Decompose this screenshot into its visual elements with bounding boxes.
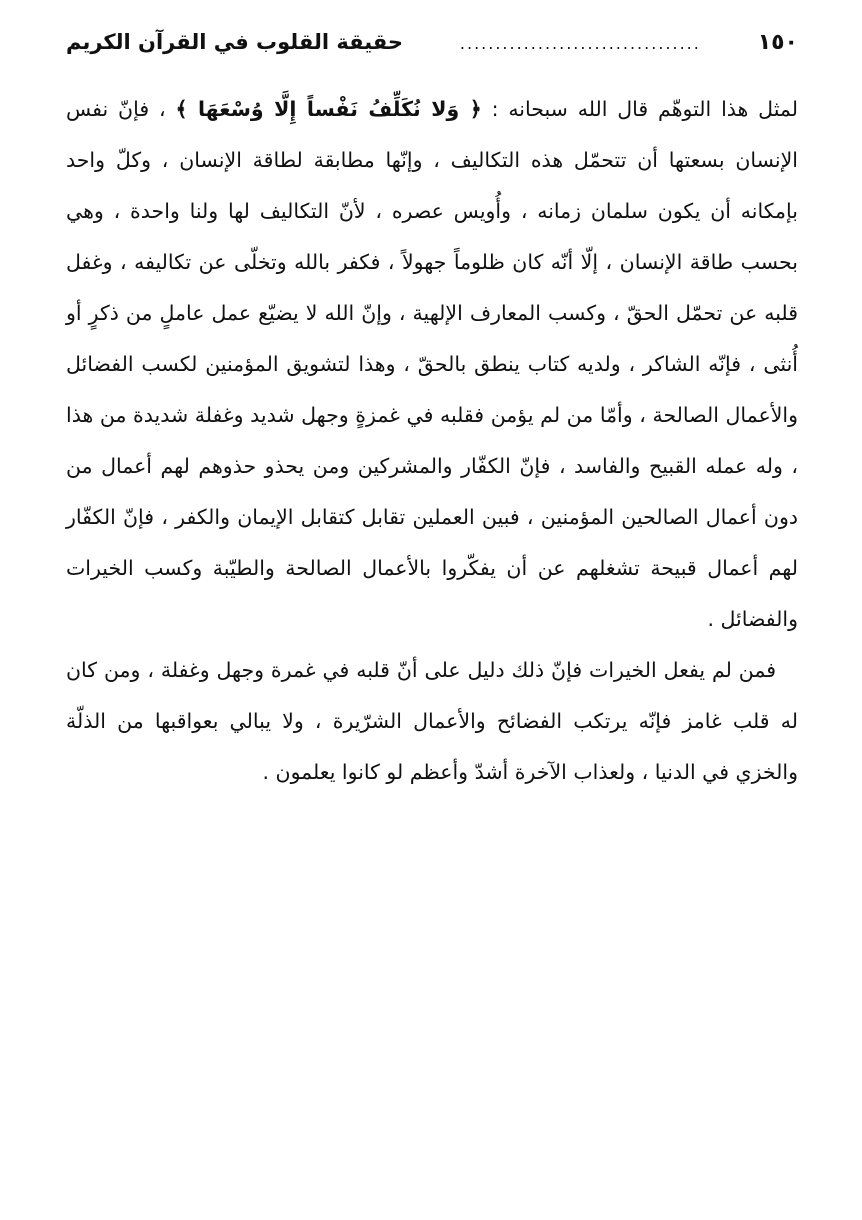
page-header — [66, 30, 798, 84]
paragraph-1 — [66, 84, 798, 645]
paragraph-2: فمن لم يفعل الخيرات فإنّ ذلك دليل على أنّ قلبه في غمرة وجهل وغفلة ، ومن كان له قلب غامز فإنّه يرتكب الفضائح والأعمال الشرّيرة ، ولا يبالي بعواقبها من الذلّة والخزي في الدنيا ، ولعذاب الآخرة أشدّ وأعظم لو كانوا يعلمون . — [66, 658, 798, 784]
paragraph-1-body: ، فإنّ نفس الإنسان بسعتها أن تتحمّل هذه التكاليف ، وإنّها مطابقة لطاقة الإنسان ، وكلّ واحد بإمكانه أن يكون سلمان زمانه ، وأُويس عصره ، لأنّ التكاليف لها ولنا واحدة ، وهي بحسب طاقة الإنسان ، إلّا أنّه كان ظلوماً جهولاً ، فكفر بالله وتخلّى عن تكاليفه ، وغفل قلبه عن تحمّل الحقّ ، وكسب المعارف الإلهية ، وإنّ الله لا يضيّع عمل عاملٍ من ذكرٍ أو أُنثى ، فإنّه الشاكر ، ولديه كتاب ينطق بالحقّ ، وهذا لتشويق المؤمنين لكسب الفضائل والأعمال الصالحة ، وأمّا من لم يؤمن فقلبه في غمزةٍ وجهل شديد وغفلة شديدة من هذا ، وله عمله القبيح والفاسد ، فإنّ الكفّار والمشركين ومن يحذو حذوهم لهم أعمال من دون أعمال الصالحين المؤمنين ، فبين العملين تقابل كتقابل الإيمان والكفر ، فإنّ الكفّار لهم أعمال قبيحة تشغلهم عن أن يفكّروا بالأعمال الصالحة والطيّبة وكسب الخيرات والفضائل . — [66, 97, 798, 631]
page-number: ١٥٠ — [757, 30, 798, 55]
quran-verse-quote: ﴿ وَلا نُكَلِّفُ نَفْساً إِلَّا وُسْعَهَا ﴾ — [175, 97, 482, 121]
book-page — [66, 30, 798, 798]
header-leader-dots: .................................. — [459, 34, 701, 53]
page-body — [66, 84, 798, 798]
paragraph-1-intro: لمثل هذا التوهّم قال الله سبحانه : — [481, 97, 798, 121]
running-book-title: حقيقة القلوب في القرآن الكريم — [66, 30, 404, 54]
